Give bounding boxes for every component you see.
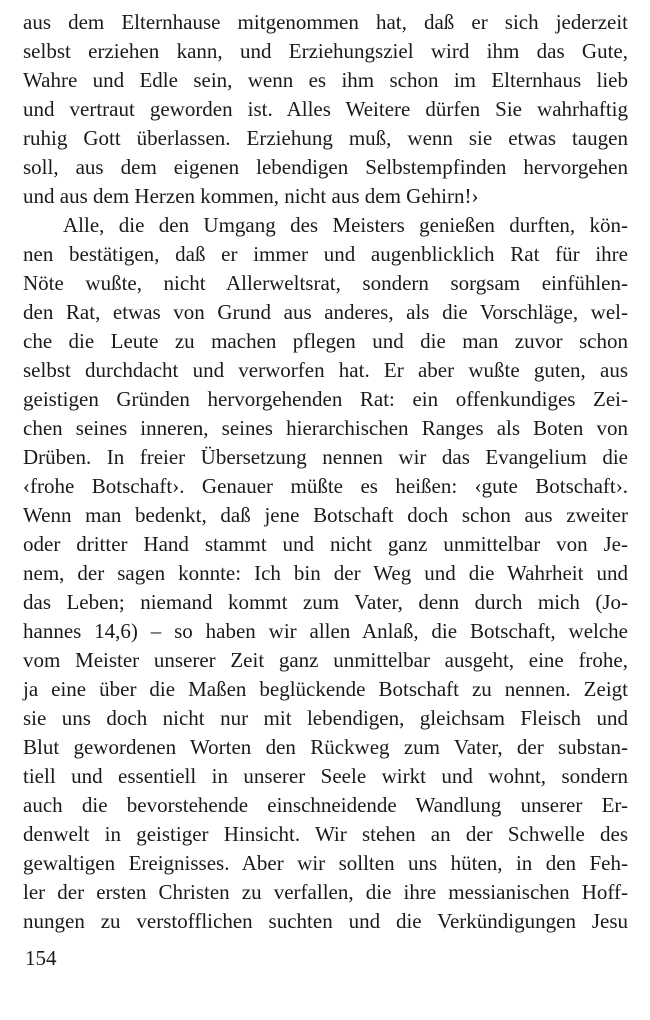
- text-line: chen seines inneren, seines hierarchischen Ranges als Boten von: [23, 416, 628, 440]
- text-line: soll, aus dem eigenen lebendigen Selbstempfinden hervorgehen: [23, 155, 628, 179]
- text-line: nen bestätigen, daß er immer und augenblicklich Rat für ihre: [23, 242, 628, 266]
- text-line: selbst erziehen kann, und Erziehungsziel wird ihm das Gute,: [23, 39, 628, 63]
- text-line: den Rat, etwas von Grund aus anderes, als die Vorschläge, wel-: [23, 300, 628, 324]
- text-line: und vertraut geworden ist. Alles Weitere dürfen Sie wahrhaftig: [23, 97, 628, 121]
- text-line: oder dritter Hand stammt und nicht ganz unmittelbar von Je-: [23, 532, 628, 556]
- text-line: gewaltigen Ereignisses. Aber wir sollten uns hüten, in den Feh-: [23, 851, 628, 875]
- text-line: tiell und essentiell in unserer Seele wirkt und wohnt, sondern: [23, 764, 628, 788]
- text-line: aus dem Elternhause mitgenommen hat, daß er sich jederzeit: [23, 10, 628, 34]
- text-line: ler der ersten Christen zu verfallen, die ihre messianischen Hoff-: [23, 880, 628, 904]
- text-line: selbst durchdacht und verworfen hat. Er aber wußte guten, aus: [23, 358, 628, 382]
- text-line: che die Leute zu machen pflegen und die man zuvor schon: [23, 329, 628, 353]
- text-line: Blut gewordenen Worten den Rückweg zum Vater, der substan-: [23, 735, 628, 759]
- text-line: ruhig Gott überlassen. Erziehung muß, wenn sie etwas taugen: [23, 126, 628, 150]
- text-line: denwelt in geistiger Hinsicht. Wir stehen an der Schwelle des: [23, 822, 628, 846]
- text-line: Alle, die den Umgang des Meisters genießen durften, kön-: [63, 213, 628, 237]
- text-line: Wahre und Edle sein, wenn es ihm schon im Elternhaus lieb: [23, 68, 628, 92]
- text-line: nungen zu verstofflichen suchten und die Verkündigungen Jesu: [23, 909, 628, 933]
- text-line: auch die bevorstehende einschneidende Wandlung unserer Er-: [23, 793, 628, 817]
- text-line: ja eine über die Maßen beglückende Botschaft zu nennen. Zeigt: [23, 677, 628, 701]
- text-line: und aus dem Herzen kommen, nicht aus dem Gehirn!›: [23, 184, 479, 208]
- text-line: ‹frohe Botschaft›. Genauer müßte es heißen: ‹gute Botschaft›.: [23, 474, 628, 498]
- page-number: 154: [25, 946, 57, 970]
- text-line: sie uns doch nicht nur mit lebendigen, gleichsam Fleisch und: [23, 706, 628, 730]
- text-line: hannes 14,6) – so haben wir allen Anlaß, die Botschaft, welche: [23, 619, 628, 643]
- text-line: Drüben. In freier Übersetzung nennen wir das Evangelium die: [23, 445, 628, 469]
- text-line: geistigen Gründen hervorgehenden Rat: ein offenkundiges Zei-: [23, 387, 628, 411]
- text-line: vom Meister unserer Zeit ganz unmittelbar ausgeht, eine frohe,: [23, 648, 628, 672]
- text-line: Wenn man bedenkt, daß jene Botschaft doch schon aus zweiter: [23, 503, 628, 527]
- text-line: Nöte wußte, nicht Allerweltsrat, sondern sorgsam einfühlen-: [23, 271, 628, 295]
- page-body: [23, 8, 628, 936]
- text-line: das Leben; niemand kommt zum Vater, denn durch mich (Jo-: [23, 590, 628, 614]
- text-line: nem, der sagen konnte: Ich bin der Weg und die Wahrheit und: [23, 561, 628, 585]
